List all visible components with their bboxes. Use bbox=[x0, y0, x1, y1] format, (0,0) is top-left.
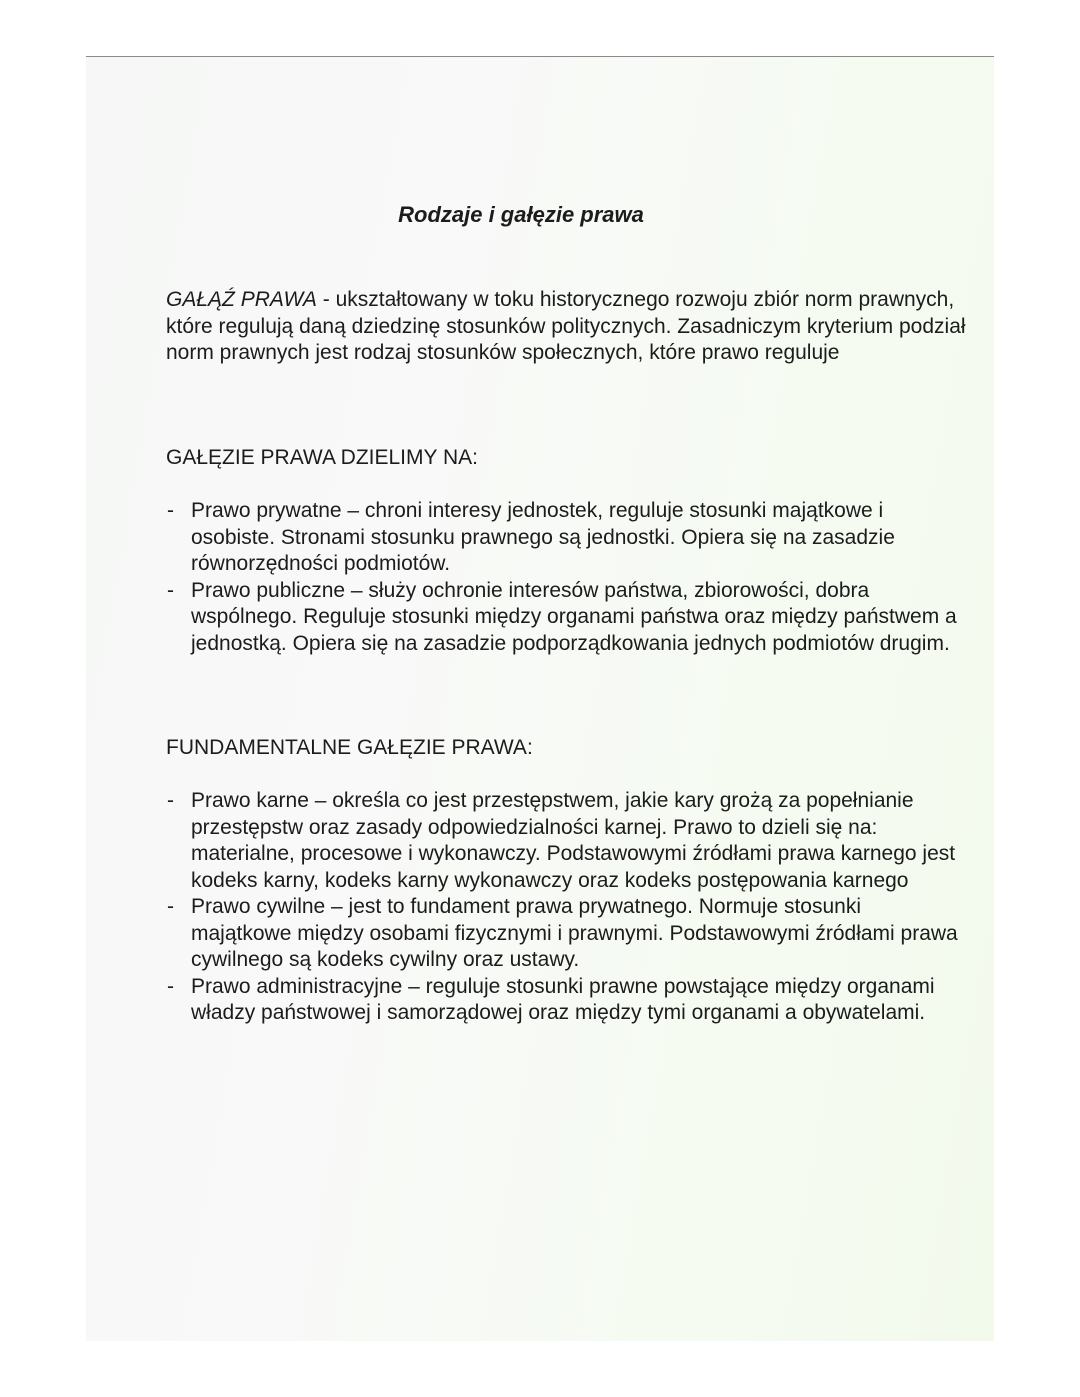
list-item-private-law bbox=[166, 498, 966, 578]
list-item-text: Prawo prywatne – chroni interesy jednostek, reguluje stosunki majątkowe i osobiste. Stronami stosunku prawnego są jednostki. Opiera się na zasadzie równorzędności podmiotów. bbox=[191, 499, 895, 575]
dash-bullet: - bbox=[167, 974, 174, 998]
list-item-text: Prawo cywilne – jest to fundament prawa prywatnego. Normuje stosunki majątkowe między osobami fizycznymi i prawnymi. Podstawowymi źródłami prawa cywilnego są kodeks cywilny oraz ustawy. bbox=[191, 895, 958, 971]
list-item-criminal-law bbox=[166, 788, 966, 894]
definition-text: - ukształtowany w toku historycznego rozwoju zbiór norm prawnych, które regulują daną dziedzinę stosunków politycznych. Zasadniczym kryterium podział norm prawnych jest rodzaj stosunków społecznych, które prawo reguluje bbox=[166, 288, 966, 364]
list-item-text: Prawo administracyjne – reguluje stosunki prawne powstające między organami władzy państwowej i samorządowej oraz między tymi organami a obywatelami. bbox=[191, 974, 935, 1024]
list-item-civil-law bbox=[166, 894, 966, 974]
dash-bullet: - bbox=[167, 499, 174, 522]
divisions-list bbox=[166, 498, 966, 657]
dash-bullet: - bbox=[167, 578, 174, 602]
document-title: Rodzaje i gałęzie prawa bbox=[398, 202, 644, 227]
list-item-text: Prawo publiczne – służy ochronie interesów państwa, zbiorowości, dobra wspólnego. Reguluje stosunki między organami państwa oraz między państwem a jednostką. Opiera się na zasadzie podporządkowania jednych podmiotów drugim. bbox=[191, 578, 957, 655]
list-item-administrative-law bbox=[166, 974, 966, 1027]
section-heading-fundamental: FUNDAMENTALNE GAŁĘZIE PRAWA: bbox=[166, 736, 533, 759]
dash-bullet: - bbox=[167, 895, 174, 918]
dash-bullet: - bbox=[167, 789, 174, 812]
list-item-public-law bbox=[166, 578, 966, 658]
list-item-text: Prawo karne – określa co jest przestępstwem, jakie kary grożą za popełnianie przestępstw oraz zasady odpowiedzialności karnej. Prawo to dzieli się na: materialne, procesowe i wykonawczy. Podstawowymi źródłami prawa karnego jest kodeks karny, kodeks karny wykonawczy oraz kodeks postępowania karnego bbox=[191, 789, 956, 892]
fundamental-list bbox=[166, 788, 966, 1027]
definition-paragraph bbox=[166, 287, 966, 367]
section-heading-divisions: GAŁĘZIE PRAWA DZIELIMY NA: bbox=[166, 446, 478, 469]
definition-term: GAŁĄŹ PRAWA bbox=[166, 288, 317, 311]
document-page bbox=[86, 56, 994, 1341]
